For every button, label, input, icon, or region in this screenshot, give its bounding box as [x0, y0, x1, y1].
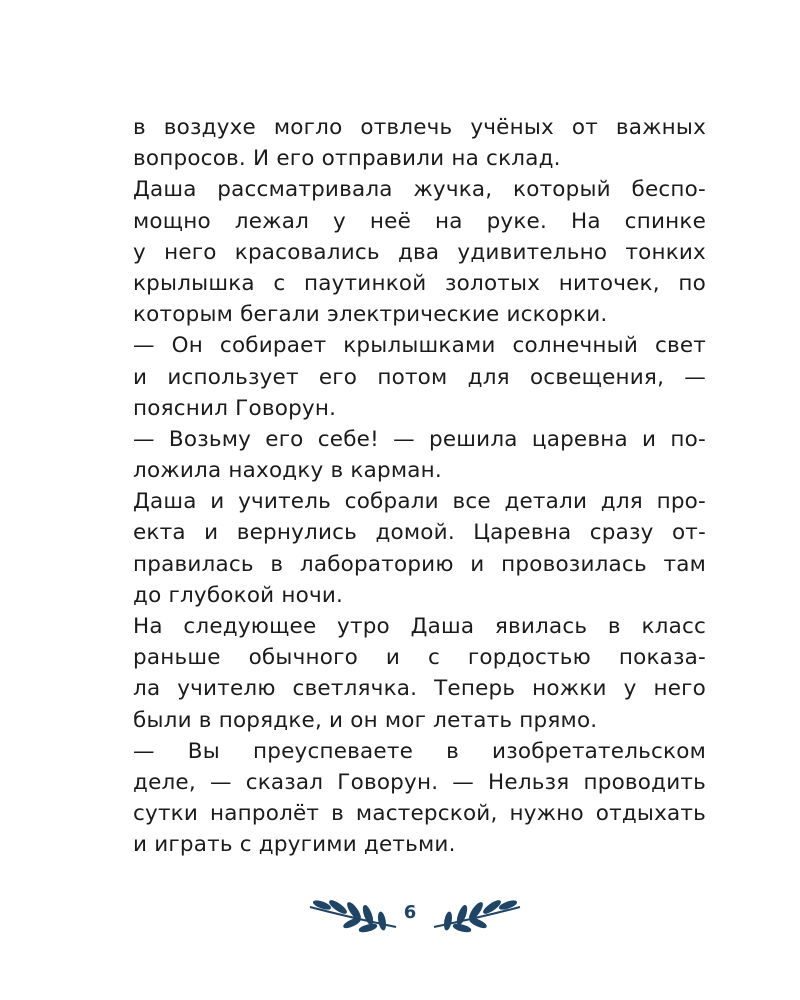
text-line: ложила находку в карман.	[133, 458, 442, 484]
text-line: ла учителю светлячка. Теперь ножки у него	[133, 676, 706, 702]
text-line: деле, — сказал Говорун. — Нельзя проводить	[133, 769, 706, 795]
text-line: Даша рассматривала жучка, который беспо-	[133, 177, 706, 203]
text-line: На следующее утро Даша явилась в класс	[133, 614, 706, 639]
page-body-text	[133, 112, 706, 861]
text-line: были в порядке, и он мог летать прямо.	[133, 707, 598, 733]
text-line: и играть с другими детьми.	[133, 832, 456, 858]
text-line: до глубокой ночи.	[133, 582, 344, 608]
text-line: пояснил Говорун.	[133, 395, 337, 421]
text-line: правилась в лабораторию и провозилась там	[133, 551, 706, 577]
text-line: екта и вернулись домой. Царевна сразу от-	[133, 520, 706, 546]
text-line: сутки напролёт в мастерской, нужно отдыхать	[133, 801, 706, 827]
text-line: и использует его потом для освещения, —	[133, 364, 706, 390]
right-leaf-ornament-icon	[432, 897, 522, 937]
text-line: вопросов. И его отправили на склад.	[133, 146, 561, 172]
left-leaf-ornament-icon	[308, 897, 398, 937]
text-line: которым бегали электрические искорки.	[133, 302, 608, 328]
text-line: — Вы преуспеваете в изобретательском	[133, 738, 706, 764]
text-line: — Возьму его себе! — решила царевна и по-	[133, 426, 706, 452]
text-line: крылышка с паутинкой золотых ниточек, по	[133, 270, 706, 296]
text-line: Даша и учитель собрали все детали для про-	[133, 489, 706, 515]
text-line: мощно лежал у неё на руке. На спинке	[133, 208, 706, 234]
page-footer	[0, 893, 800, 943]
text-line: раньше обычного и с гордостью показа-	[133, 645, 706, 671]
text-line: — Он собирает крылышками солнечный свет	[133, 333, 706, 359]
page-number: 6	[403, 902, 417, 923]
text-line: у него красовались два удивительно тонких	[133, 239, 706, 265]
text-line: в воздухе могло отвлечь учёных от важных	[133, 115, 706, 140]
